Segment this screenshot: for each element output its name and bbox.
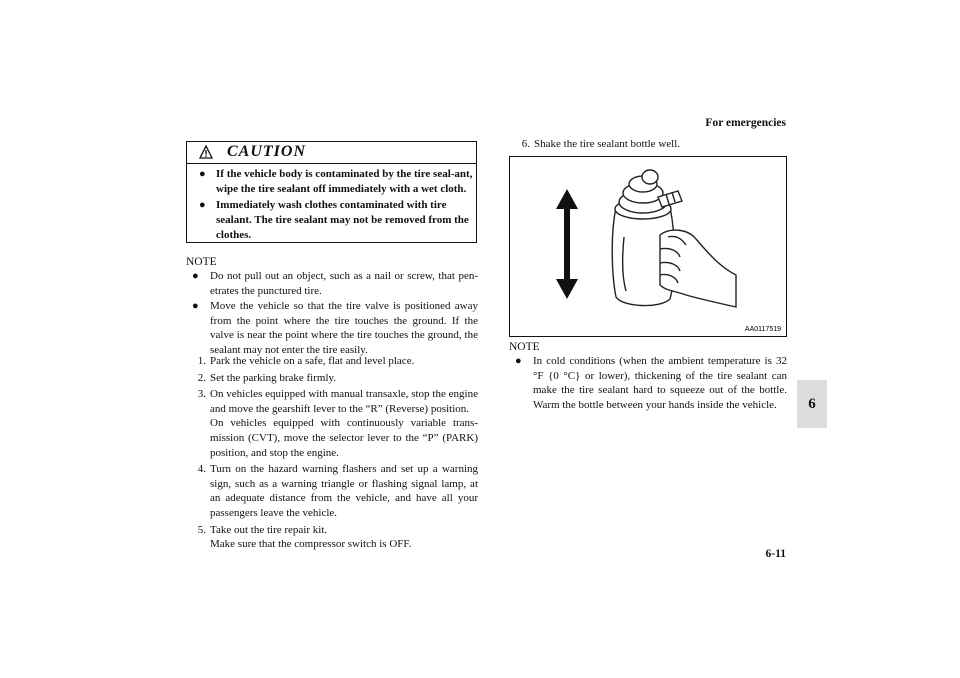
sealant-bottle-figure (509, 156, 787, 337)
note-item: ● In cold conditions (when the ambient temperature is 32 °F {0 °C} or lower), thickening of the tire sealant can make the tire sealant hard to squeeze out of the bottle. Warm the bottle between your hands inside the vehicle. (515, 355, 787, 411)
step-text: On vehicles equipped with manual transaxle, stop the engine and move the gearshift lever to the “R” (Reverse) position. (210, 388, 478, 415)
step-item (510, 138, 790, 150)
note-item: ● Move the vehicle so that the tire valve is positioned away from the point where the tire touches the ground. If the valve is near the point where the tire touches the ground, the sealant may not enter the tire easily. (192, 300, 478, 356)
caution-item: ● Immediately wash clothes contaminated with tire sealant. The tire sealant may not be removed from the clothes. (199, 199, 469, 241)
note-item: ● Do not pull out an object, such as a nail or screw, that pen-etrates the punctured tire. (192, 270, 478, 297)
step-item (186, 387, 478, 460)
caution-title: CAUTION (227, 143, 307, 160)
note-label: NOTE (186, 256, 217, 268)
caution-box (186, 141, 477, 243)
shake-bottle-illustration (510, 157, 786, 336)
chapter-number: 6 (808, 396, 816, 412)
step-number: 4. (197, 463, 206, 476)
bullet-icon: ● (192, 270, 199, 282)
step-number: 6. (521, 138, 530, 150)
bullet-icon: ● (515, 355, 522, 367)
step-item (186, 462, 478, 520)
step-text: Shake the tire sealant bottle well. (534, 138, 681, 150)
page-header-title: For emergencies (705, 117, 786, 129)
note-list (509, 354, 787, 412)
warning-triangle-icon (199, 145, 213, 159)
step-number: 5. (197, 523, 206, 536)
note-list (186, 269, 478, 359)
step-item (186, 354, 478, 369)
step-number: 2. (197, 371, 206, 384)
step-text: Take out the tire repair kit. (210, 523, 328, 536)
bullet-icon: ● (199, 199, 206, 211)
page-number: 6-11 (765, 548, 786, 560)
step-text-continued: Make sure that the compressor switch is OFF. (210, 538, 412, 551)
step-number: 1. (197, 355, 206, 367)
caution-list (193, 167, 475, 244)
bullet-icon: ● (192, 300, 199, 313)
note-label: NOTE (509, 341, 540, 353)
step-item (186, 371, 478, 386)
procedure-steps (186, 354, 478, 554)
step-number: 3. (197, 388, 206, 401)
caution-header (187, 142, 476, 164)
step-text: Set the parking brake firmly. (210, 371, 337, 384)
caution-item: ● If the vehicle body is contaminated by the tire seal-ant, wipe the tire sealant off immediately with a wet cloth. (199, 168, 473, 195)
step-text: Turn on the hazard warning flashers and set up a warning sign, such as a warning triangle or flashing signal lamp, at an adequate distance from the vehicle, and have all your passengers leave the vehicle. (210, 463, 478, 519)
step-item (186, 523, 478, 552)
figure-code: AA0117519 (744, 326, 781, 333)
step-text: Park the vehicle on a safe, flat and level place. (210, 355, 415, 367)
step-text-continued: On vehicles equipped with continuously variable trans-mission (CVT), move the selector lever to the “P” (PARK) position, and stop the engine. (210, 417, 478, 459)
double-arrow-icon (556, 189, 578, 299)
bullet-icon: ● (199, 168, 206, 180)
chapter-tab (797, 380, 827, 428)
